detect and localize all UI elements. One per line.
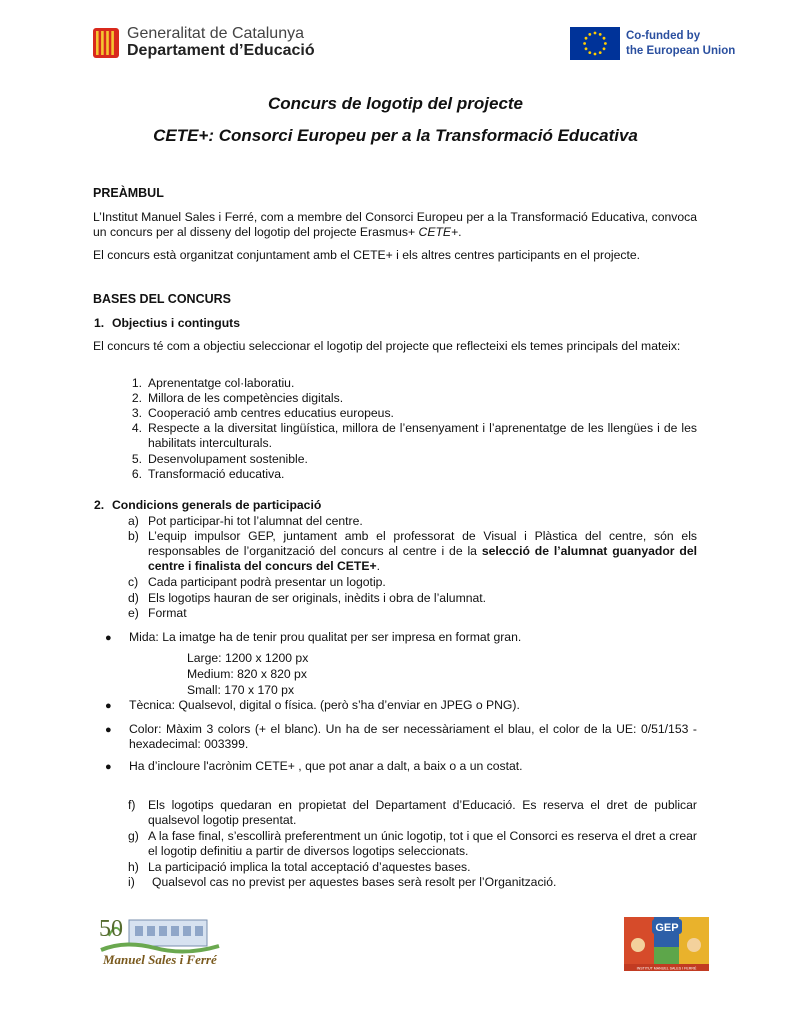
list-number: 3. (131, 406, 142, 420)
school-50-anniversary-logo (95, 906, 223, 972)
format-acronim: Ha d’incloure l'acrònim CETE+ , que pot anar a dalt, a baix o a un costat. (129, 759, 523, 773)
bullet-icon: ● (105, 700, 112, 712)
list-number: 1. (131, 376, 142, 390)
eu-flag-icon (570, 27, 620, 60)
preambul-heading: PREÀMBUL (93, 186, 164, 200)
generalitat-logo (93, 26, 315, 60)
condition-b-bold: selecció de l’alumnat guanyador del centre i finalista del concurs del CETE+ (148, 544, 697, 573)
logo-script: Manuel Sales i Ferré (103, 952, 217, 967)
list-text: Desenvolupament sostenible. (148, 452, 308, 466)
list-text: Format (148, 606, 187, 620)
list-letter: d) (128, 591, 139, 605)
gep-logo (624, 917, 709, 971)
bullet-icon: ● (105, 724, 112, 736)
list-text: Respecte a la diversitat lingüística, millora de l’ensenyament i l’aprenentatge de les llengües i de les habilitats interculturals. (148, 421, 697, 450)
list-text: Qualsevol cas no previst per aquestes bases serà resolt per l’Organització. (152, 875, 557, 889)
logo-number: 50 (99, 916, 123, 942)
list-letter: a) (128, 514, 139, 528)
gep-label: GEP (655, 922, 679, 934)
condition-b-end: . (376, 559, 380, 573)
list-letter: e) (128, 606, 139, 620)
department-name: Departament d’Educació (127, 42, 315, 59)
format-size-small: Small: 170 x 170 px (187, 683, 295, 697)
list-text: Aprenentatge col·laboratiu. (148, 376, 295, 390)
bases-heading: BASES DEL CONCURS (93, 292, 231, 306)
condition-b-text: L’equip impulsor GEP, juntament amb el professorat de Visual i Plàstica del centre, són els responsables de l’organització del concurs al centre i de la (148, 529, 697, 558)
section-2-number: 2. (94, 498, 105, 512)
format-tecnica: Tècnica: Qualsevol, digital o física. (però s’ha d’enviar en JPEG o PNG). (129, 698, 520, 712)
document-title-line1: Concurs de logotip del projecte (267, 94, 524, 113)
format-mida: Mida: La imatge ha de tenir prou qualitat per ser impresa en format gran. (129, 630, 522, 644)
format-size-medium: Medium: 820 x 820 px (187, 667, 307, 681)
eu-cofunded-line2: the European Union (626, 44, 736, 57)
document-title-line2: CETE+: Consorci Europeu per a la Transformació Educativa (153, 126, 638, 145)
list-text: Millora de les competències digitals. (148, 391, 344, 405)
gep-caption: INSTITUT MANUEL SALES I FERRÉ (636, 966, 697, 971)
bullet-icon: ● (105, 632, 112, 644)
list-letter: f) (128, 798, 136, 812)
list-number: 5. (131, 452, 142, 466)
format-size-large: Large: 1200 x 1200 px (187, 651, 309, 665)
preambul-paragraph-1 (93, 210, 697, 240)
preambul-paragraph-2: El concurs està organitzat conjuntament amb el CETE+ i els altres centres participants en el projecte. (93, 248, 641, 262)
generalitat-name: Generalitat de Catalunya (127, 25, 304, 43)
catalan-flag-icon (93, 28, 119, 58)
preambul-p1-project: CETE+ (418, 225, 459, 239)
list-text: Els logotips hauran de ser originals, inèdits i obra de l’alumnat. (148, 591, 487, 605)
eu-cofunded-logo (570, 27, 735, 60)
format-color: Color: Màxim 3 colors (+ el blanc). Un ha de ser necessàriament el blau, el color de la UE: 0/51/153 - hexadecimal: 003399. (129, 722, 697, 751)
list-text: Els logotips quedaran en propietat del Departament d’Educació. Es reserva el dret de publicar qualsevol logotip presentat. (148, 798, 697, 827)
preambul-p1-text: L’Institut Manuel Sales i Ferré, com a membre del Consorci Europeu per a la Transformació Educativa, convoca un concurs per al disseny del logotip del projecte Erasmus+ (93, 210, 697, 239)
list-text: Pot participar-hi tot l’alumnat del centre. (148, 514, 363, 528)
list-number: 2. (131, 391, 142, 405)
eu-cofunded-line1: Co-funded by (626, 30, 701, 43)
section-2-title: Condicions generals de participació (112, 498, 322, 512)
preambul-p1-end: . (458, 225, 462, 239)
list-text: Cada participant podrà presentar un logotip. (148, 575, 386, 589)
bullet-icon: ● (105, 761, 112, 773)
list-letter: g) (128, 829, 139, 843)
list-text: Cooperació amb centres educatius europeus. (148, 406, 394, 420)
list-letter: b) (128, 529, 139, 543)
section-1-intro: El concurs té com a objectiu seleccionar el logotip del projecte que reflecteixi els temes principals del mateix: (93, 339, 681, 353)
list-text: A la fase final, s’escollirà preferentment un únic logotip, tot i que el Consorci es reserva el dret a crear el logotip definitiu a partir de diversos logotips seleccionats. (148, 829, 697, 858)
list-letter: c) (128, 575, 139, 589)
list-number: 4. (131, 421, 142, 435)
section-1-title: Objectius i continguts (112, 316, 240, 330)
section-1-number: 1. (94, 316, 105, 330)
list-text (148, 529, 697, 574)
list-text: Transformació educativa. (148, 467, 285, 481)
list-number: 6. (131, 467, 142, 481)
list-text: La participació implica la total acceptació d’aquestes bases. (148, 860, 471, 874)
list-letter: h) (128, 860, 139, 874)
list-letter: i) (128, 875, 135, 889)
